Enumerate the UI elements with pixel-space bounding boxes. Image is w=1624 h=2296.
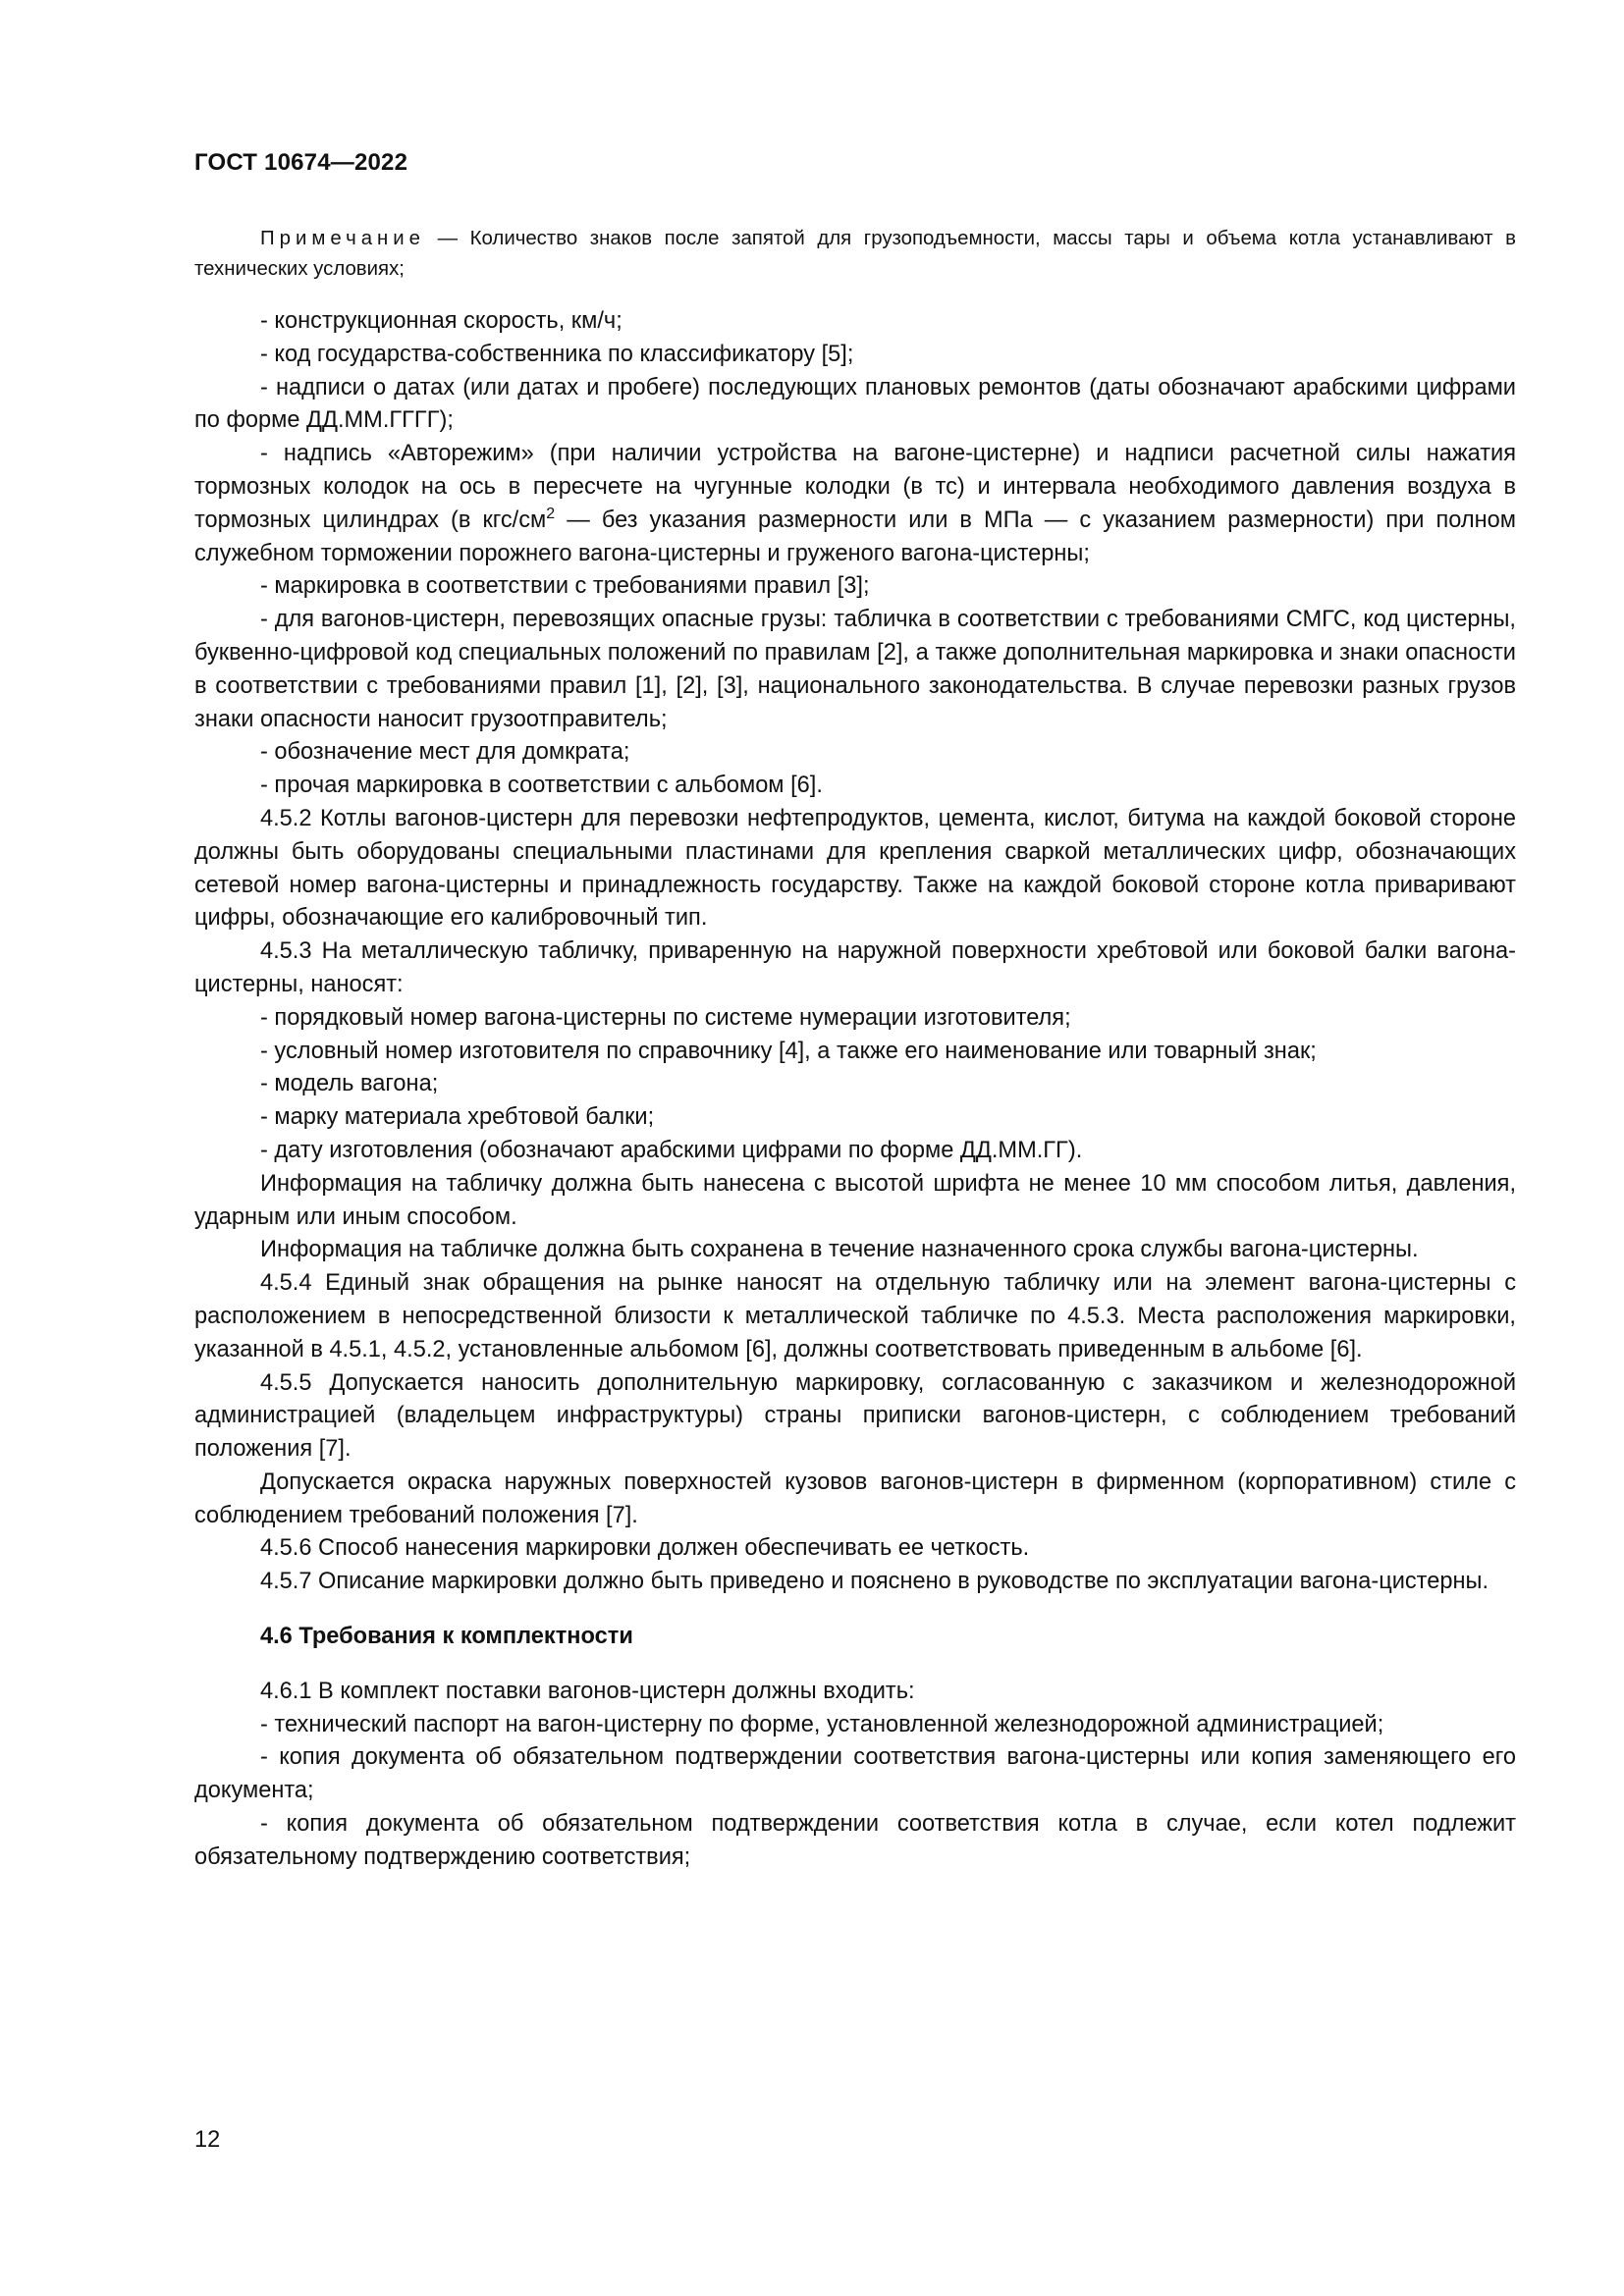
section-title: 4.6 Требования к комплектности (260, 1624, 633, 1650)
clause-4-5-4: 4.5.4 Единый знак обращения на рынке наносят на отдельную табличку или на элемент вагона-цистерны с расположением в непосредственной близости к металлической табличке по 4.5.3. Места расположения маркировки, указанной в 4.5.1, 4.5.2, установленные альбомом [6], должны соответствовать приведенным в альбоме [6]. (194, 1270, 1516, 1362)
paragraph: Информация на табличке должна быть сохранена в течение назначенного срока службы вагона-цистерны. (260, 1237, 1419, 1263)
list-item: - маркировка в соответствии с требованиями правил [3]; (260, 573, 870, 600)
note-label: Примечание (260, 228, 426, 249)
clause-4-6-1: 4.6.1 В комплект поставки вагонов-цистерн должны входить: (260, 1678, 915, 1704)
clause-4-5-5: 4.5.5 Допускается наносить дополнительную маркировку, согласованную с заказчиком и железнодорожной администрацией (владельцем инфраструктуры) страны приписки вагонов-цистерн, с соблюдением требований положения [7]. (194, 1369, 1516, 1463)
autoregime-paragraph (194, 438, 1516, 570)
list-item: - конструкционная скорость, км/ч; (260, 308, 623, 334)
list-item: - обозначение мест для домкрата; (260, 739, 630, 766)
list-item: - порядковый номер вагона-цистерны по системе нумерации изготовителя; (260, 1004, 1071, 1031)
clause-4-5-7: 4.5.7 Описание маркировки должно быть приведено и пояснено в руководстве по эксплуатации вагона-цистерны. (260, 1569, 1489, 1595)
list-item: - модель вагона; (260, 1071, 439, 1097)
list-item: - копия документа об обязательном подтверждении соответствия вагона-цистерны или копия заменяющего его документа; (194, 1744, 1516, 1804)
autoregime-text-end: — без указания размерности или в МПа — с указанием размерности) при полном служебном торможении порожнего вагона-цистерны и груженого вагона-цистерны; (194, 507, 1516, 566)
note-text: — Количество знаков после запятой для грузоподъемности, массы тары и объема котла устанавливают в технических условиях; (194, 228, 1516, 280)
list-item: - условный номер изготовителя по справочнику [4], а также его наименование или товарный знак; (260, 1038, 1317, 1064)
list-item: - технический паспорт на вагон-цистерну по форме, установленной железнодорожной администрацией; (260, 1711, 1384, 1737)
autoregime-text-start: - надпись «Авторежим» (при наличии устройства на вагоне-цистерне) и надписи расчетной силы нажатия тормозных колодок на ось в пересчете на чугунные колодки (в тс) и интервала необходимого давления воздуха в тормозных цилиндрах (в кгс/см (194, 441, 1516, 533)
document-page (194, 0, 1516, 2296)
note-paragraph (194, 224, 1516, 284)
paragraph: Информация на табличку должна быть нанесена с высотой шрифта не менее 10 мм способом литья, давления, ударным или иным способом. (194, 1170, 1516, 1230)
page-number: 12 (194, 2127, 221, 2153)
list-item: - марку материала хребтовой балки; (260, 1104, 655, 1131)
document-code-header: ГОСТ 10674—2022 (194, 149, 408, 176)
list-item: - надписи о датах (или датах и пробеге) последующих плановых ремонтов (даты обозначают арабскими цифрами по форме ДД.ММ.ГГГГ); (194, 374, 1516, 434)
paragraph: Допускается окраска наружных поверхностей кузовов вагонов-цистерн в фирменном (корпоративном) стиле с соблюдением требований положения [7]. (194, 1468, 1516, 1528)
superscript-two: 2 (546, 505, 556, 522)
list-item: - код государства-собственника по классификатору [5]; (260, 341, 854, 367)
list-item: - дату изготовления (обозначают арабскими цифрами по форме ДД.ММ.ГГ). (260, 1137, 1083, 1163)
list-item: - для вагонов-цистерн, перевозящих опасные грузы: табличка в соответствии с требованиями СМГС, код цистерны, буквенно-цифровой код специальных положений по правилам [2], а также дополнительная маркировка и знаки опасности в соответствии с требованиями правил [1], [2], [3], национального законодательства. В случае перевозки разных грузов знаки опасности наносит грузоотправитель; (194, 607, 1516, 732)
clause-4-5-2: 4.5.2 Котлы вагонов-цистерн для перевозки нефтепродуктов, цемента, кислот, битума на каждой боковой стороне должны быть оборудованы специальными пластинами для крепления сваркой металлических цифр, обозначающих сетевой номер вагона-цистерны и принадлежность государству. Также на каждой боковой стороне котла приваривают цифры, обозначающие его калибровочный тип. (194, 805, 1516, 932)
list-item: - прочая маркировка в соответствии с альбомом [6]. (260, 773, 823, 799)
document-body (194, 224, 1516, 1875)
clause-4-5-6: 4.5.6 Способ нанесения маркировки должен обеспечивать ее четкость. (260, 1535, 1030, 1562)
clause-4-5-3: 4.5.3 На металлическую табличку, приваренную на наружной поверхности хребтовой или боковой балки вагона-цистерны, наносят: (194, 938, 1516, 997)
list-item: - копия документа об обязательном подтверждении соответствия котла в случае, если котел подлежит обязательному подтверждению соответствия; (194, 1811, 1516, 1870)
